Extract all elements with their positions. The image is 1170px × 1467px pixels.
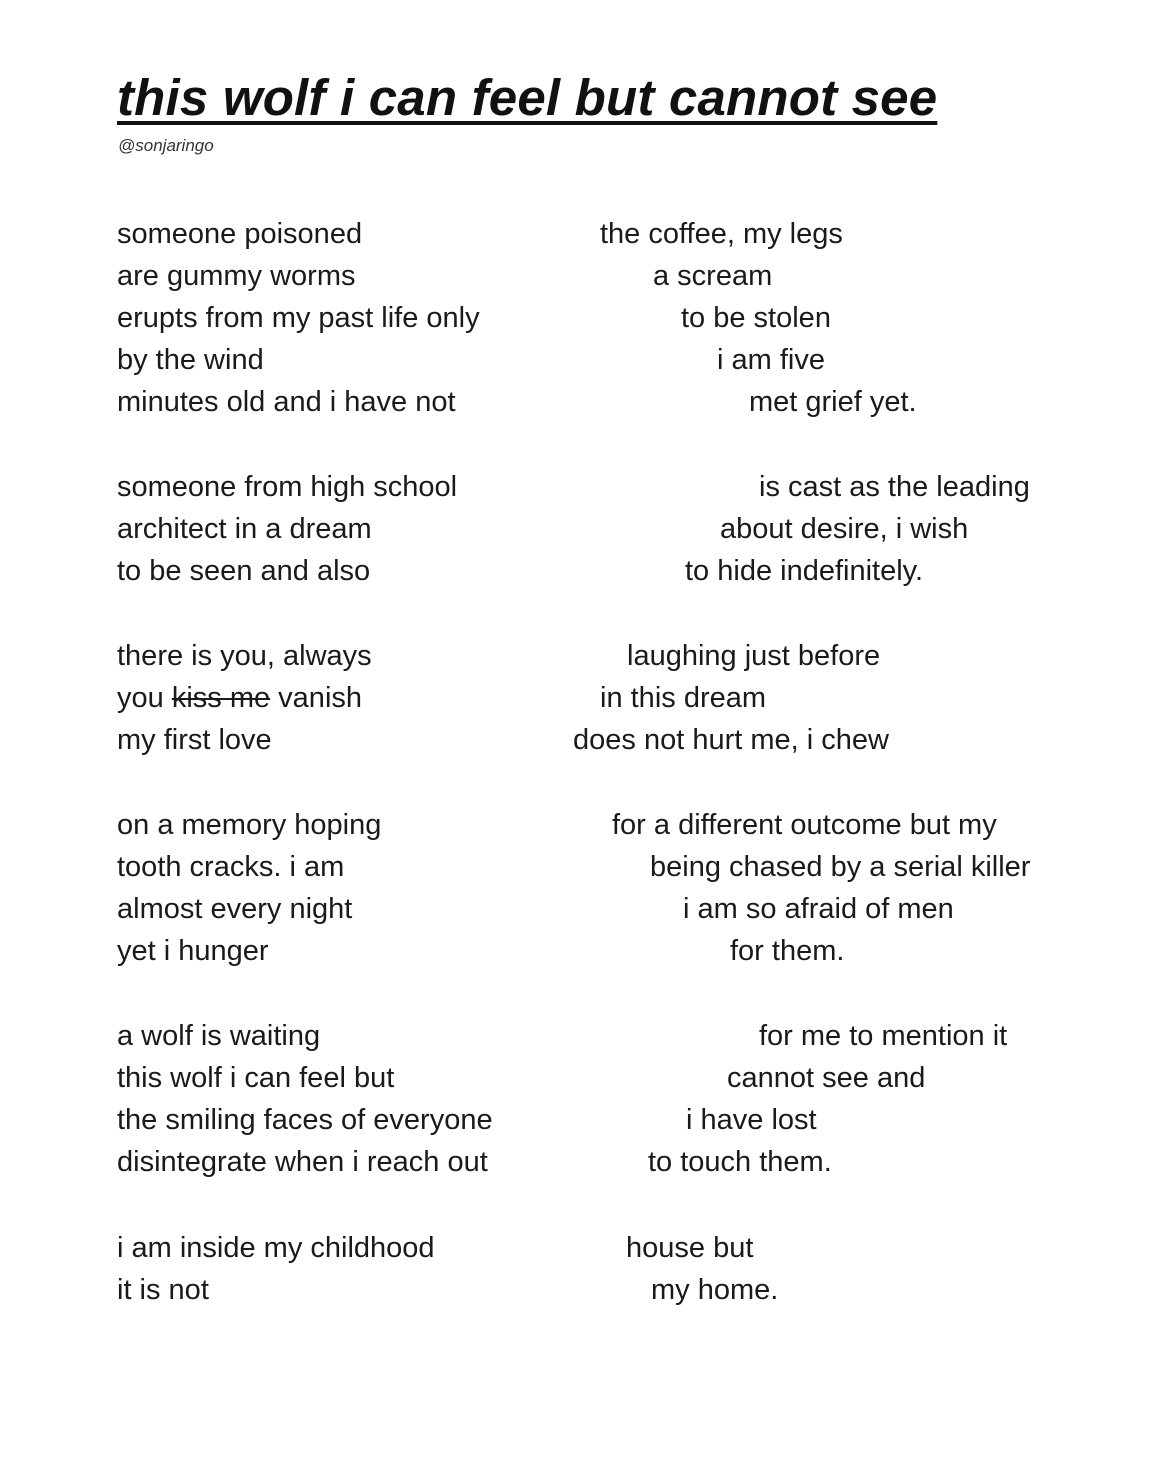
left-line: my first love	[117, 724, 272, 756]
left-line: someone from high school	[117, 471, 458, 503]
right-line: cannot see and	[727, 1062, 926, 1094]
right-line: in this dream	[600, 682, 767, 714]
right-line: i have lost	[686, 1104, 817, 1136]
left-line: there is you, always	[117, 640, 372, 672]
left-line-with-strikethrough	[117, 681, 362, 715]
right-line: is cast as the leading	[759, 471, 1030, 503]
line-text-before: you	[117, 682, 172, 714]
right-line: for a different outcome but my	[612, 809, 997, 841]
struck-through-text: kiss me	[171, 682, 271, 714]
left-line: by the wind	[117, 344, 264, 376]
poem-title: this wolf i can feel but cannot see	[117, 69, 938, 126]
left-line: disintegrate when i reach out	[117, 1146, 488, 1178]
right-line: the coffee, my legs	[600, 218, 843, 250]
left-line: minutes old and i have not	[117, 386, 456, 418]
right-line: my home.	[651, 1274, 779, 1306]
left-line: the smiling faces of everyone	[117, 1104, 493, 1136]
right-line: i am so afraid of men	[683, 893, 954, 925]
left-line: erupts from my past life only	[117, 302, 480, 334]
left-line: i am inside my childhood	[117, 1232, 435, 1264]
right-line: for them.	[730, 935, 845, 967]
left-line: to be seen and also	[117, 555, 371, 587]
right-line: for me to mention it	[759, 1020, 1008, 1052]
left-line: are gummy worms	[117, 260, 356, 292]
right-line: i am five	[717, 344, 825, 376]
right-line: a scream	[653, 260, 773, 292]
left-line: almost every night	[117, 893, 353, 925]
right-line: does not hurt me, i chew	[573, 724, 889, 756]
left-line: yet i hunger	[117, 935, 269, 967]
right-line: met grief yet.	[749, 386, 917, 418]
right-line: to be stolen	[681, 302, 831, 334]
line-text-after: vanish	[270, 682, 363, 714]
left-line: on a memory hoping	[117, 809, 382, 841]
author-handle: @sonjaringo	[118, 136, 214, 155]
left-line: it is not	[117, 1274, 209, 1306]
left-line: someone poisoned	[117, 218, 363, 250]
left-line: tooth cracks. i am	[117, 851, 345, 883]
right-line: laughing just before	[627, 640, 881, 672]
left-line: architect in a dream	[117, 513, 372, 545]
right-line: to touch them.	[648, 1146, 832, 1178]
right-line: to hide indefinitely.	[685, 555, 924, 587]
right-line: being chased by a serial killer	[650, 851, 1031, 883]
right-line: about desire, i wish	[720, 513, 969, 545]
left-line: this wolf i can feel but	[117, 1062, 395, 1094]
left-line: a wolf is waiting	[117, 1020, 321, 1052]
right-line: house but	[626, 1232, 754, 1264]
